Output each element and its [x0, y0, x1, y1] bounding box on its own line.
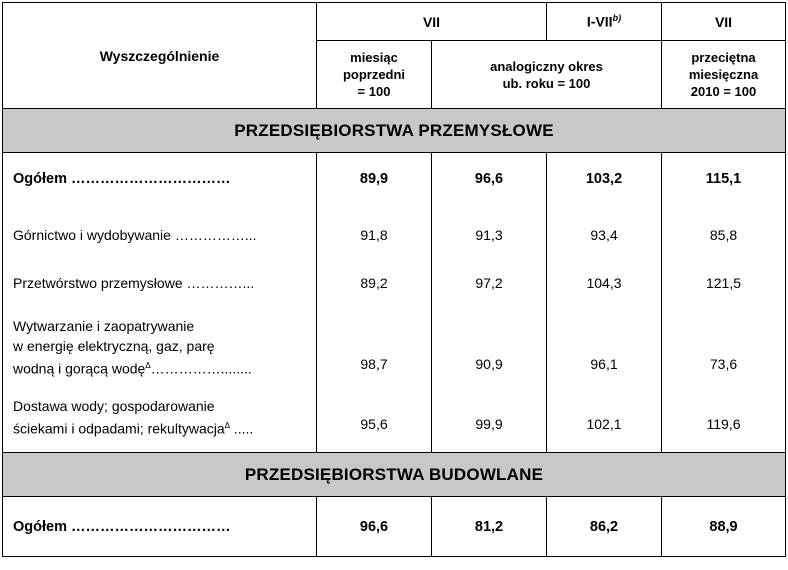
header-sub1-line: miesiąc — [350, 50, 398, 65]
header-sub3-line: 2010 = 100 — [690, 84, 757, 99]
header-group2-sup: b) — [612, 13, 622, 24]
header-group2 — [547, 3, 662, 41]
header-group1-text: VII — [422, 13, 441, 30]
value-cell: 96,6 — [317, 497, 432, 557]
row-label-line: w energię elektryczną, gaz, parę — [13, 338, 215, 354]
section1-col4 — [662, 153, 786, 453]
section-title-construction — [3, 453, 786, 497]
row-label-mining: Górnictwo i wydobywanie ……………... — [13, 227, 257, 243]
value-cell: 96,6 — [474, 171, 504, 187]
value-cell: 115,1 — [705, 171, 742, 187]
value-cell: 95,6 — [360, 416, 388, 432]
row-label-total-construction: Ogółem …………………………… — [3, 497, 317, 557]
value-cell: 103,2 — [585, 171, 623, 187]
value-cell: 89,2 — [360, 275, 388, 291]
footnote-marker: Δ — [224, 421, 230, 430]
value-cell: 91,3 — [475, 227, 503, 243]
header-sub1-line: = 100 — [357, 84, 391, 99]
value-cell: 88,9 — [662, 497, 786, 557]
value-cell: 99,9 — [475, 416, 503, 432]
section1-labels — [3, 153, 317, 453]
row-label-total: Ogółem …………………………… — [13, 171, 231, 187]
row-label-line: ściekami i odpadami; rekultywacja — [13, 420, 225, 437]
header-sub1 — [317, 41, 432, 109]
section1-col2 — [432, 153, 547, 453]
value-cell: 121,5 — [705, 275, 742, 291]
value-cell: 97,2 — [475, 275, 503, 291]
header-sub3-line: przeciętna — [691, 50, 756, 65]
value-cell: 89,9 — [359, 171, 389, 187]
header-label-text: Wyszczególnienie — [99, 47, 220, 64]
header-group2-text: I-VII — [586, 13, 613, 30]
header-label-col — [3, 3, 317, 109]
value-cell: 98,7 — [360, 356, 388, 372]
statistics-table — [2, 2, 786, 557]
header-sub3 — [662, 41, 786, 109]
section-title-industrial — [3, 109, 786, 153]
value-cell: 119,6 — [706, 416, 741, 432]
header-sub1-line: poprzedni — [342, 67, 406, 82]
value-cell: 81,2 — [432, 497, 547, 557]
header-sub3-line: miesięczna — [688, 67, 759, 82]
header-sub2 — [432, 41, 662, 109]
value-cell: 93,4 — [590, 227, 618, 243]
header-group3-text: VII — [714, 13, 733, 30]
value-cell: 91,8 — [360, 227, 388, 243]
row-label-line: Dostawa wody; gospodarowanie — [13, 398, 215, 414]
header-group1 — [317, 3, 547, 41]
header-group3 — [662, 3, 786, 41]
row-label-line: Wytwarzanie i zaopatrywanie — [13, 318, 195, 334]
value-cell: 73,6 — [709, 356, 738, 372]
value-cell: 104,3 — [586, 275, 622, 291]
row-label-dots: ..... — [229, 420, 254, 437]
header-sub2-line: ub. roku = 100 — [502, 75, 591, 91]
value-cell: 85,8 — [709, 227, 738, 243]
value-cell: 90,9 — [475, 356, 503, 372]
row-label-dots: ……………........ — [150, 360, 252, 377]
value-cell: 102,1 — [586, 416, 622, 432]
value-cell: 86,2 — [547, 497, 662, 557]
value-cell: 96,1 — [590, 356, 618, 372]
header-sub2-line: analogiczny okres — [490, 58, 603, 74]
section-title-text: PRZEDSIĘBIORSTWA BUDOWLANE — [244, 464, 544, 484]
row-label-manufacturing: Przetwórstwo przemysłowe …………... — [13, 275, 255, 291]
row-label-line: wodną i gorącą wodę — [13, 360, 146, 377]
section-title-text: PRZEDSIĘBIORSTWA PRZEMYSŁOWE — [234, 120, 554, 140]
section1-col3 — [547, 153, 662, 453]
row-label-water — [13, 396, 253, 439]
row-label-energy — [13, 316, 252, 379]
section1-col1 — [317, 153, 432, 453]
footnote-marker: Δ — [145, 361, 151, 370]
